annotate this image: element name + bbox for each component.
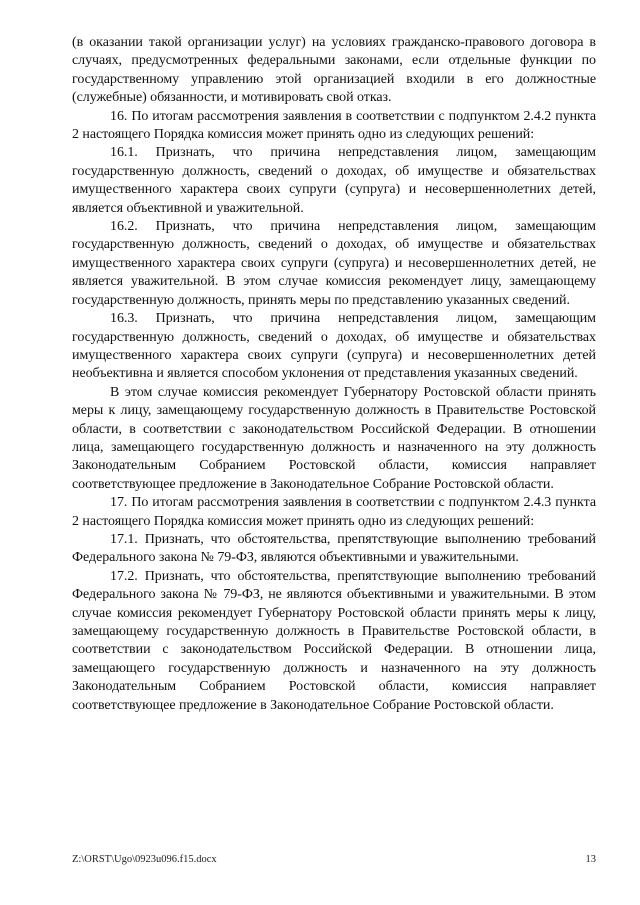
page-footer	[72, 853, 596, 867]
paragraph-continuation: (в оказании такой организации услуг) на условиях гражданско-правового договора в случаях, предусмотренных федеральными законами, если отдельные функции по государственному управлению этой организацией входили в его должностные (служебные) обязанности, и мотивировать свой отказ.	[72, 35, 596, 106]
paragraph-16-3-recommendation: В этом случае комиссия рекомендует Губернатору Ростовской области принять меры к лицу, замещающему государственную должность в Правительстве Ростовской области, в соответствии с законодательством Российской Федерации. В отношении лица, замещающего государственную должность и назначенного на эту должность Законодательным Собранием Ростовской области, комиссия направляет соответствующее предложение в Законодательное Собрание Ростовской области.	[72, 384, 596, 492]
paragraph-17-1: 17.1. Признать, что обстоятельства, препятствующие выполнению требований Федерального закона № 79-ФЗ, являются объективными и уважительными.	[72, 531, 596, 566]
paragraph-17: 17. По итогам рассмотрения заявления в соответствии с подпунктом 2.4.3 пункта 2 настоящего Порядка комиссия может принять одно из следующих решений:	[72, 495, 596, 529]
document-body	[72, 34, 596, 715]
paragraph-16-3: 16.3. Признать, что причина непредставления лицом, замещающим государственную должность, сведений о доходах, об имуществе и обязательствах имущественного характера своих супруги (супруга) и несовершеннолетних детей необъективна и является способом уклонения от представления указанных сведений.	[72, 311, 596, 382]
page-number: 13	[585, 854, 596, 865]
paragraph-17-2: 17.2. Признать, что обстоятельства, препятствующие выполнению требований Федерального закона № 79-ФЗ, не являются объективными и уважительными. В этом случае комиссия рекомендует Губернатору Ростовской области принять меры к лицу, замещающему государственную должность в Правительстве Ростовской области, в соответствии с законодательством Российской Федерации. В отношении лица, замещающего государственную должность и назначенного на эту должность Законодательным Собранием Ростовской области, комиссия направляет соответствующее предложение в Законодательное Собрание Ростовской области.	[72, 568, 596, 713]
footer-file-path: Z:\ORST\Ugo\0923u096.f15.docx	[72, 854, 217, 865]
paragraph-16: 16. По итогам рассмотрения заявления в соответствии с подпунктом 2.4.2 пункта 2 настоящего Порядка комиссия может принять одно из следующих решений:	[72, 108, 596, 143]
paragraph-16-1: 16.1. Признать, что причина непредставления лицом, замещающим государственную должность, сведений о доходах, об имуществе и обязательствах имущественного характера своих супруги (супруга) и несовершеннолетних детей, является объективной и уважительной.	[72, 145, 596, 216]
paragraph-16-2: 16.2. Признать, что причина непредставления лицом, замещающим государственную должность, сведений о доходах, об имуществе и обязательствах имущественного характера своих супруги (супруга) и несовершеннолетних детей, не является уважительной. В этом случае комиссия рекомендует лицу, замещающему государственную должность, принять меры по представлению указанных сведений.	[72, 219, 596, 308]
